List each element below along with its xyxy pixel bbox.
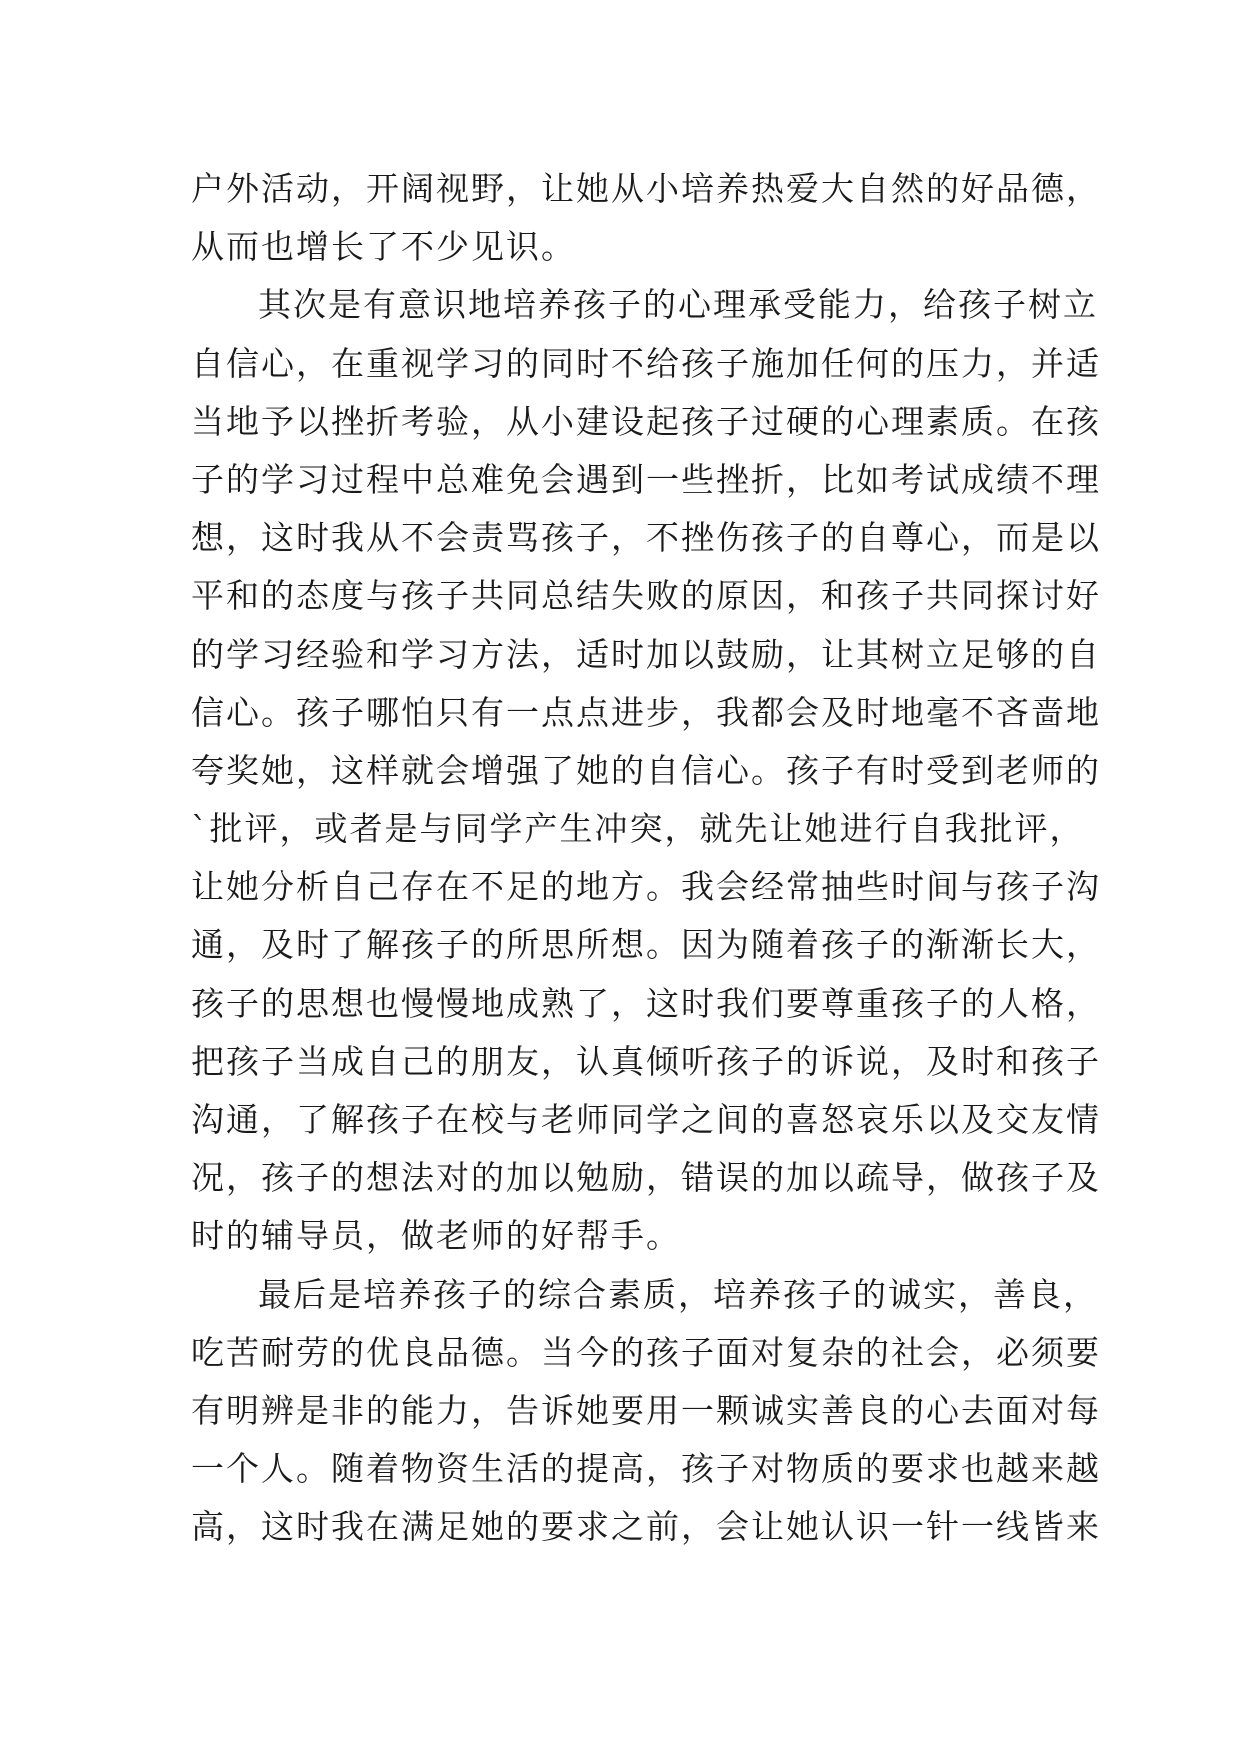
text-line: 最后是培养孩子的综合素质，培养孩子的诚实，善良，	[258, 1274, 1098, 1314]
text-line: 把孩子当成自己的朋友，认真倾听孩子的诉说，及时和孩子	[191, 1041, 1101, 1081]
text-line: 况，孩子的想法对的加以勉励，错误的加以疏导，做孩子及	[191, 1158, 1101, 1198]
text-line: 的学习经验和学习方法，适时加以鼓励，让其树立足够的自	[191, 634, 1101, 674]
text-line: 户外活动，开阔视野，让她从小培养热爱大自然的好品德，	[191, 169, 1101, 208]
text-line: 一个人。随着物资生活的提高，孩子对物质的要求也越来越	[191, 1449, 1101, 1489]
text-line: 平和的态度与孩子共同总结失败的原因，和孩子共同探讨好	[191, 576, 1101, 616]
text-line: 沟通，了解孩子在校与老师同学之间的喜怒哀乐以及交友情	[191, 1100, 1101, 1139]
paragraph-1	[191, 160, 1101, 276]
text-line: 想，这时我从不会责骂孩子，不挫伤孩子的自尊心，而是以	[191, 518, 1101, 558]
text-line: `批评，或者是与同学产生冲突，就先让她进行自我批评，	[191, 809, 1085, 849]
text-line: 孩子的思想也慢慢地成熟了，这时我们要尊重孩子的人格，	[191, 983, 1101, 1023]
text-line: 有明辨是非的能力，告诉她要用一颗诚实善良的心去面对每	[191, 1390, 1101, 1430]
text-line: 当地予以挫折考验，从小建设起孩子过硬的心理素质。在孩	[191, 401, 1101, 441]
text-line: 时的辅导员，做老师的好帮手。	[191, 1216, 681, 1256]
paragraph-2	[191, 276, 1101, 1265]
text-line: 自信心，在重视学习的同时不给孩子施加任何的压力，并适	[191, 343, 1101, 383]
paragraph-3	[191, 1266, 1101, 1557]
text-line: 夸奖她，这样就会增强了她的自信心。孩子有时受到老师的	[191, 750, 1101, 790]
text-line: 其次是有意识地培养孩子的心理承受能力，给孩子树立	[258, 285, 1098, 325]
text-line: 从而也增长了不少见识。	[191, 227, 576, 267]
text-line: 吃苦耐劳的优良品德。当今的孩子面对复杂的社会，必须要	[191, 1332, 1101, 1372]
document-body	[191, 160, 1101, 1557]
text-line: 信心。孩子哪怕只有一点点进步，我都会及时地毫不吝啬地	[191, 692, 1101, 732]
text-line: 通，及时了解孩子的所思所想。因为随着孩子的渐渐长大，	[191, 925, 1101, 965]
text-line: 子的学习过程中总难免会遇到一些挫折，比如考试成绩不理	[191, 459, 1101, 499]
text-line: 让她分析自己存在不足的地方。我会经常抽些时间与孩子沟	[191, 867, 1101, 907]
text-line: 高，这时我在满足她的要求之前，会让她认识一针一线皆来	[191, 1507, 1101, 1547]
